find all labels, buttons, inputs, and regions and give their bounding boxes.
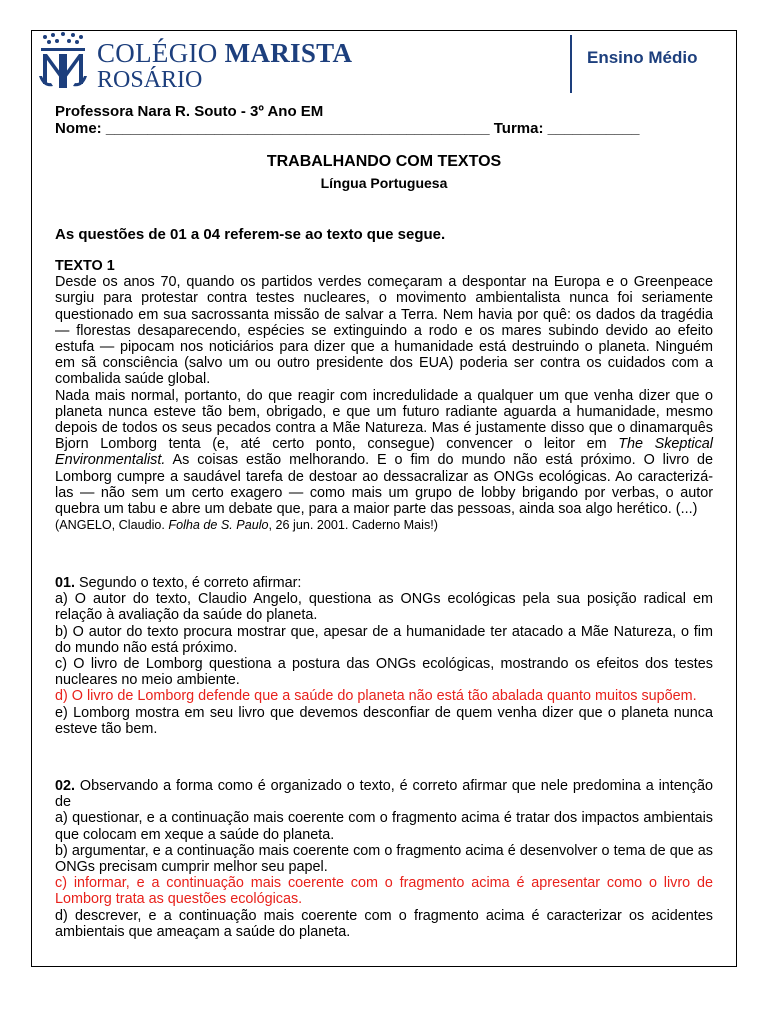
question-stem: 02. Observando a forma como é organizado o texto, é correto afirmar que nele predomina a intenção de (55, 778, 713, 811)
question-02 (55, 778, 713, 940)
page-subtitle: Língua Portuguesa (320, 175, 448, 191)
option-a: a) O autor do texto, Claudio Angelo, questiona as ONGs ecológicas pela sua posição radical em relação à avaliação da saúde do planeta. (55, 591, 713, 624)
option-d: d) descrever, e a continuação mais coerente com o fragmento acima é caracterizar os acidentes ambientais que ameaçam a saúde do planeta. (55, 907, 713, 940)
page-title: TRABALHANDO COM TEXTOS (266, 153, 502, 170)
option-c: c) O livro de Lomborg questiona a postura das ONGs ecológicas, mostrando os efeitos dos testes nucleares no meio ambiente. (55, 656, 713, 689)
text-paragraph-1: Desde os anos 70, quando os partidos verdes começaram a despontar na Europa e o Greenpeace surgiu para protestar contra testes nucleares, o movimento ambientalista nunca foi seriamente questionado em sua sacrossanta missão de salvar a Terra. Nem havia por quê: os dados da tragédia — florestas desaparecendo, espécies se extinguindo a rodo e os mares subindo devido ao efeito estufa — pipocam nos noticiários para dizer que a humanidade está destruindo o planeta. Ninguém em sã consciência (salvo um ou outro presidente dos EUA) poderia ser contra os cuidados com a combalida saúde global. (55, 274, 713, 388)
education-level: Ensino Médio (587, 48, 698, 67)
teacher-line: Professora Nara R. Souto - 3º Ano EM (55, 103, 324, 120)
option-b: b) O autor do texto procura mostrar que, apesar de a humanidade ter atacado a Mãe Natureza, o fim do mundo não está próximo. (55, 623, 713, 656)
option-b: b) argumentar, e a continuação mais coerente com o fragmento acima é desenvolver o tema de que as ONGs precisam cumprir melhor seu papel. (55, 842, 713, 876)
question-01 (55, 575, 713, 737)
header-divider (570, 35, 572, 93)
text-paragraph-2: Nada mais normal, portanto, do que reagir com incredulidade a qualquer um que venha dizer que o planeta nunca esteve tão bem, obrigado, e que um futuro radiante aguarda a humanidade, mesmo depois de todos os seus pecados contra a Mãe Natureza. Mas é justamente disso que o dinamarquês Bjorn Lomborg tenta (e, até certo ponto, consegue) convencer o leitor em The Skeptical Environmentalist. As coisas estão melhorando. E o fim do mundo não está próximo. O livro de Lomborg cumpre a saudável tarefa de destoar ao dessacralizar as ONGs ecológicas. Ao caracterizá-las — não sem um certo exagero — como mais um grupo de lobby brigando por verbas, o autor quebra um tabu e abre um debate que, para a maior parte das pessoas, ainda soa algo herético. (...) (55, 387, 713, 518)
marist-logo-icon (37, 32, 89, 90)
option-e: e) Lomborg mostra em seu livro que devemos desconfiar de quem venha dizer que o planeta nunca esteve tão bem. (55, 704, 713, 737)
question-stem: 01. Segundo o texto, é correto afirmar: (55, 575, 302, 591)
option-d-answer: d) O livro de Lomborg defende que a saúde do planeta não está tão abalada quanto muitos supõem. (55, 688, 697, 705)
school-name: COLÉGIO MARISTA (97, 38, 353, 68)
option-a: a) questionar, e a continuação mais coerente com o fragmento acima é tratar dos impactos ambientais que colocam em xeque a saúde do planeta. (55, 810, 713, 843)
name-line: Nome: ______________________________________________ Turma: ___________ (55, 120, 640, 137)
text-heading: TEXTO 1 (55, 258, 115, 274)
instruction: As questões de 01 a 04 referem-se ao texto que segue. (55, 226, 446, 243)
text-1 (55, 258, 713, 533)
school-branch: ROSÁRIO (97, 67, 203, 93)
option-c-answer: c) informar, e a continuação mais coerente com o fragmento acima é apresentar como o livro de Lomborg trata as questões ecológicas. (55, 875, 713, 908)
text-source: (ANGELO, Claudio. Folha de S. Paulo, 26 jun. 2001. Caderno Mais!) (55, 518, 438, 533)
